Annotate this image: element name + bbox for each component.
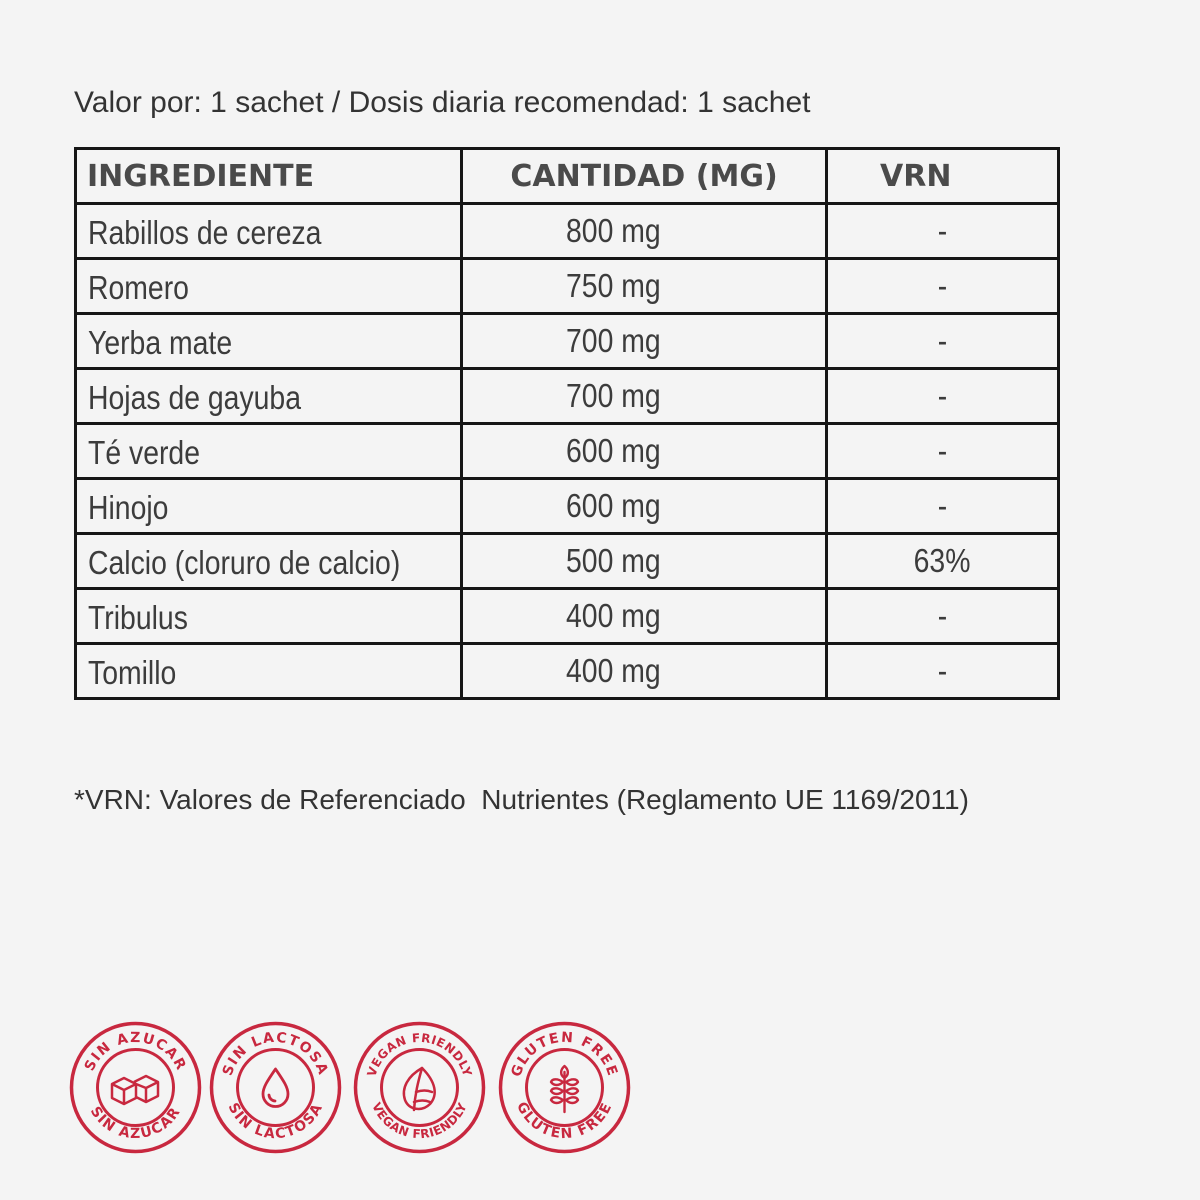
badge-label-top: GLUTEN FREE (508, 1029, 621, 1080)
table-row (76, 589, 1059, 644)
ingredient-cell: Tribulus (76, 589, 462, 644)
amount-cell: 400 mg (462, 644, 827, 699)
amount-cell: 400 mg (462, 589, 827, 644)
vrn-cell: - (827, 479, 1059, 534)
vrn-cell: - (827, 259, 1059, 314)
header-ingredient: INGREDIENTE (76, 149, 462, 204)
leaf-icon (404, 1068, 435, 1110)
badge-label-bottom: SIN LACTOSA (224, 1100, 327, 1143)
badge-label-top: VEGAN FRIENDLY (364, 1030, 475, 1079)
badge-label-bottom: VEGAN FRIENDLY (369, 1100, 470, 1142)
amount-cell: 700 mg (462, 369, 827, 424)
nutrition-table (74, 147, 1060, 700)
amount-cell: 600 mg (462, 479, 827, 534)
ingredient-cell: Romero (76, 259, 462, 314)
vrn-cell: - (827, 369, 1059, 424)
ingredient-cell: Hinojo (76, 479, 462, 534)
badge-sin-azucar (68, 1020, 203, 1155)
ingredient-cell: Hojas de gayuba (76, 369, 462, 424)
ingredient-cell: Calcio (cloruro de calcio) (76, 534, 462, 589)
badge-label-top: SIN LACTOSA (219, 1029, 332, 1078)
badge-label-bottom: GLUTEN FREE (513, 1099, 616, 1143)
amount-cell: 800 mg (462, 204, 827, 259)
svg-text:VEGAN FRIENDLY (369, 1100, 470, 1141)
badge-label-top: SIN AZUCAR (81, 1029, 190, 1074)
vrn-footnote: *VRN: Valores de Referenciado Nutrientes (Reglamento UE 1169/2011) (74, 784, 969, 815)
vrn-cell: - (827, 204, 1059, 259)
table-row (76, 204, 1059, 259)
badge-label-bottom: SIN AZUCAR (86, 1103, 185, 1143)
vrn-cell: - (827, 589, 1059, 644)
table-row (76, 314, 1059, 369)
milk-drop-icon (263, 1069, 288, 1106)
table-row (76, 534, 1059, 589)
vrn-cell: - (827, 644, 1059, 699)
table-row (76, 424, 1059, 479)
header-amount: CANTIDAD (MG) (462, 149, 827, 204)
badge-sin-lactosa (208, 1020, 343, 1155)
badge-gluten-free (497, 1020, 632, 1155)
vrn-cell: - (827, 314, 1059, 369)
table-row (76, 259, 1059, 314)
amount-cell: 600 mg (462, 424, 827, 479)
table-row (76, 644, 1059, 699)
serving-info: Valor por: 1 sachet / Dosis diaria recomendad: 1 sachet (74, 86, 811, 119)
header-vrn: VRN (827, 149, 1059, 204)
wheat-icon (551, 1066, 578, 1112)
sugar-cubes-icon (112, 1076, 158, 1104)
vrn-cell: - (827, 424, 1059, 479)
amount-cell: 500 mg (462, 534, 827, 589)
vrn-cell: 63% (827, 534, 1059, 589)
ingredient-cell: Té verde (76, 424, 462, 479)
badge-vegan-friendly (352, 1020, 487, 1155)
amount-cell: 750 mg (462, 259, 827, 314)
amount-cell: 700 mg (462, 314, 827, 369)
table-row (76, 479, 1059, 534)
table-header-row (76, 149, 1059, 204)
ingredient-cell: Yerba mate (76, 314, 462, 369)
ingredient-cell: Tomillo (76, 644, 462, 699)
ingredient-cell: Rabillos de cereza (76, 204, 462, 259)
svg-text:SIN AZUCAR (87, 1104, 184, 1142)
table-row (76, 369, 1059, 424)
